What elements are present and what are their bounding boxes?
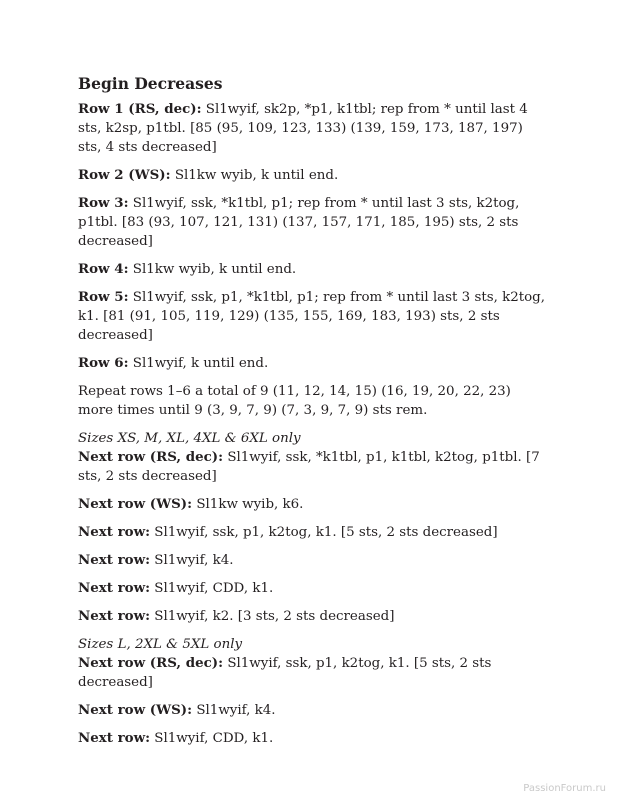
- row-label: Next row:: [78, 524, 151, 540]
- row-label: Next row:: [78, 608, 151, 624]
- next-row: [78, 729, 548, 748]
- row-label: Next row (WS):: [78, 496, 193, 512]
- row-label: Next row (WS):: [78, 702, 193, 718]
- row-text: Sl1kw wyib, k until end.: [170, 168, 339, 183]
- row-label: Row 2 (WS):: [78, 167, 171, 183]
- row-2: [78, 166, 548, 185]
- watermark: PassionForum.ru: [523, 783, 606, 794]
- row-text: Sl1wyif, k4.: [150, 553, 234, 568]
- row-label: Row 4:: [78, 261, 129, 277]
- next-row: [78, 701, 548, 720]
- row-text: Sl1kw wyib, k until end.: [128, 262, 297, 277]
- section-heading: Begin Decreases: [78, 74, 223, 93]
- row-1: [78, 100, 548, 157]
- row-6: [78, 354, 548, 373]
- row-label: Row 1 (RS, dec):: [78, 101, 202, 117]
- row-text: Sl1wyif, ssk, *k1tbl, p1; rep from * until last 3 sts, k2tog, p1tbl. [83 (93, 107, 121, 131) (137, 157, 171, 185, 195) sts, 2 sts decreased]: [78, 196, 520, 249]
- next-row: [78, 523, 548, 542]
- row-label: Row 3:: [78, 195, 129, 211]
- row-text: Sl1wyif, ssk, p1, k2tog, k1. [5 sts, 2 sts decreased]: [78, 656, 492, 690]
- row-text: Sl1wyif, k until end.: [128, 356, 269, 371]
- row-text: Sl1wyif, CDD, k1.: [150, 581, 274, 596]
- repeat-instruction: Repeat rows 1–6 a total of 9 (11, 12, 14, 15) (16, 19, 20, 22, 23) more times until 9 (3, 9, 7, 9) (7, 3, 9, 7, 9) sts rem.: [78, 384, 511, 418]
- row-text: Sl1wyif, ssk, p1, k2tog, k1. [5 sts, 2 sts decreased]: [150, 525, 498, 540]
- row-4: [78, 260, 548, 279]
- next-row: [78, 607, 548, 626]
- pattern-page: [78, 74, 548, 748]
- row-3: [78, 194, 548, 251]
- size-subhead: Sizes L, 2XL & 5XL only: [78, 637, 243, 652]
- next-row: [78, 654, 548, 692]
- size-subhead: Sizes XS, M, XL, 4XL & 6XL only: [78, 431, 301, 446]
- row-text: Sl1wyif, k2. [3 sts, 2 sts decreased]: [150, 609, 395, 624]
- next-row: [78, 579, 548, 598]
- next-row: [78, 448, 548, 486]
- row-text: Sl1wyif, k4.: [192, 703, 276, 718]
- row-text: Sl1wyif, ssk, *k1tbl, p1, k1tbl, k2tog, p1tbl. [7 sts, 2 sts decreased]: [78, 450, 540, 484]
- row-label: Next row:: [78, 580, 151, 596]
- row-label: Row 6:: [78, 355, 129, 371]
- row-text: Sl1wyif, ssk, p1, *k1tbl, p1; rep from * until last 3 sts, k2tog, k1. [81 (91, 105, 119, 129) (135, 155, 169, 183, 193) sts, 2 sts decreased]: [78, 290, 545, 343]
- row-text: Sl1kw wyib, k6.: [192, 497, 304, 512]
- row-label: Row 5:: [78, 289, 129, 305]
- row-label: Next row (RS, dec):: [78, 655, 224, 671]
- row-label: Next row (RS, dec):: [78, 449, 224, 465]
- next-row: [78, 551, 548, 570]
- row-text: Sl1wyif, sk2p, *p1, k1tbl; rep from * until last 4 sts, k2sp, p1tbl. [85 (95, 109, 123, 133) (139, 159, 173, 187, 197) sts, 4 sts decreased]: [78, 102, 528, 155]
- next-row: [78, 495, 548, 514]
- row-5: [78, 288, 548, 345]
- row-label: Next row:: [78, 730, 151, 746]
- row-label: Next row:: [78, 552, 151, 568]
- row-text: Sl1wyif, CDD, k1.: [150, 731, 274, 746]
